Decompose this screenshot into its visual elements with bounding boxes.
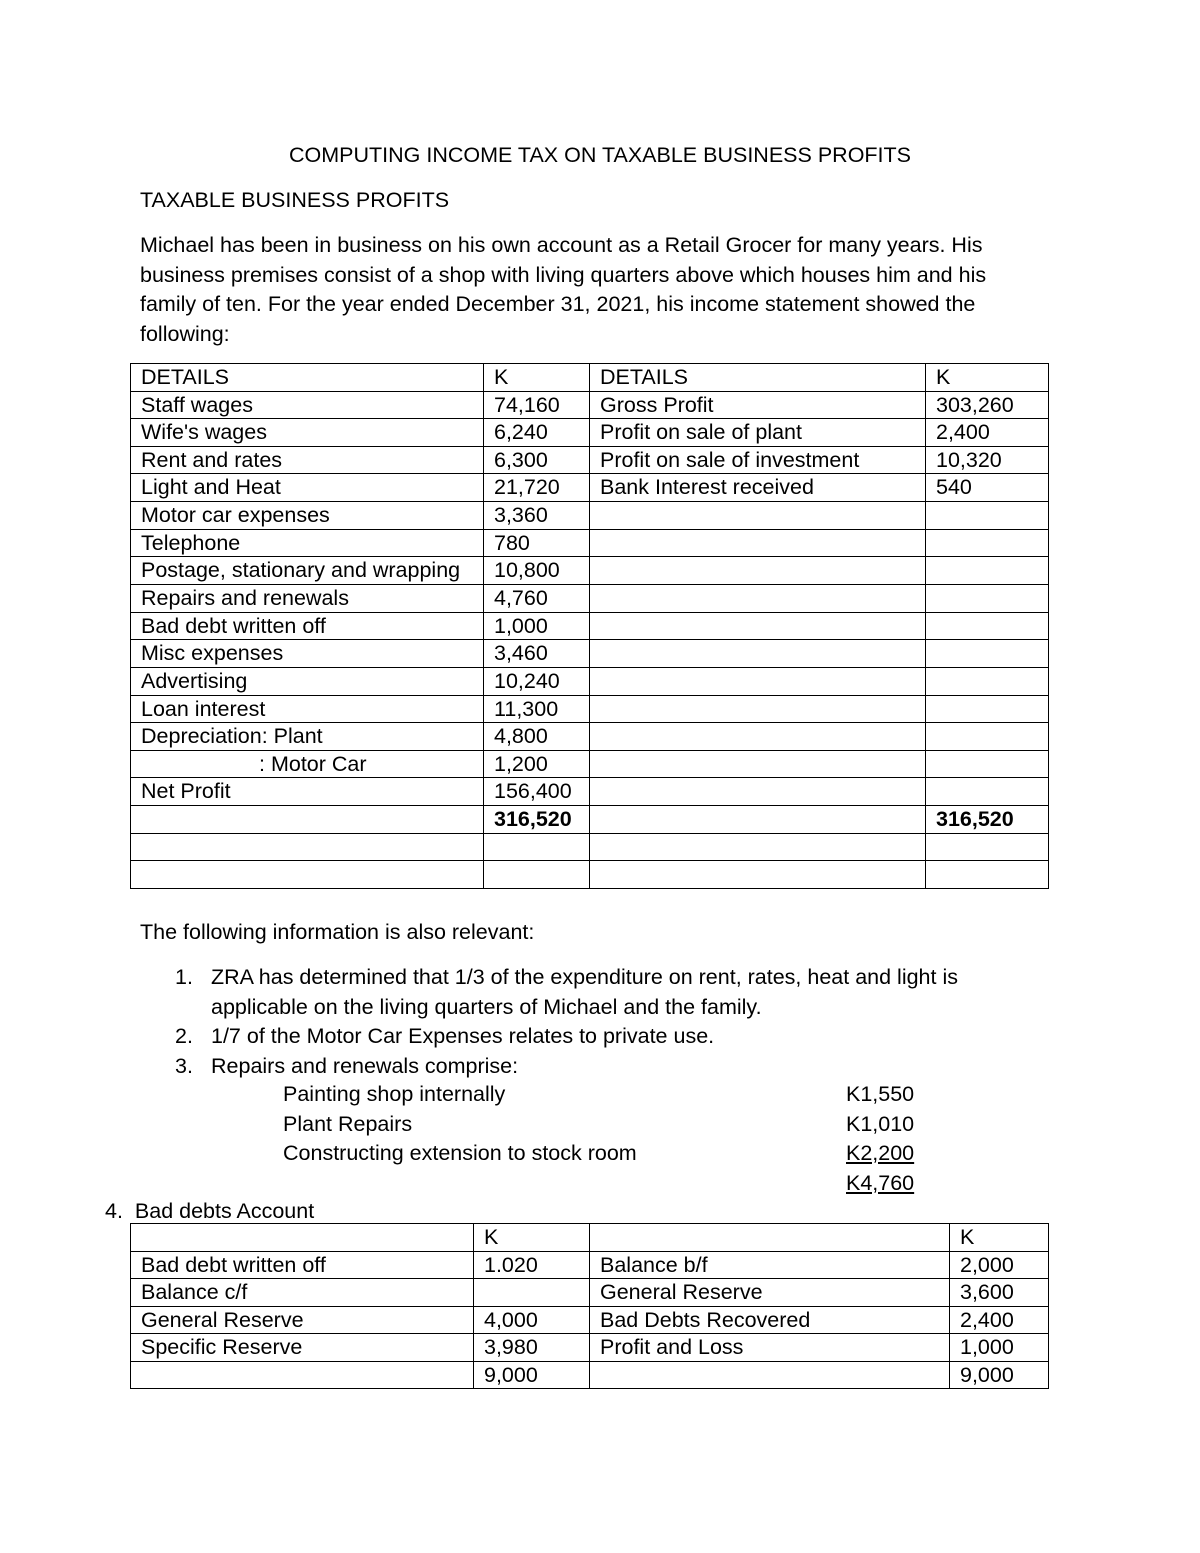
table-cell	[590, 723, 926, 751]
table-cell: Specific Reserve	[131, 1334, 474, 1362]
table-cell: 2,000	[950, 1251, 1049, 1279]
table-cell: Profit on sale of plant	[590, 419, 926, 447]
repair-amount: K1,010	[846, 1111, 915, 1136]
repair-label: Plant Repairs	[283, 1111, 413, 1136]
table-header-row	[131, 1224, 1049, 1252]
table-cell	[590, 778, 926, 806]
table-cell: Balance b/f	[590, 1251, 950, 1279]
list-item	[175, 963, 1055, 1022]
table-cell: Telephone	[131, 529, 484, 557]
table-cell: DETAILS	[590, 364, 926, 392]
table-row	[131, 391, 1049, 419]
table-cell: 21,720	[484, 474, 590, 502]
table-cell: 316,520	[484, 805, 590, 833]
table-cell	[131, 1224, 474, 1252]
table-cell: Bad debt written off	[131, 612, 484, 640]
table-cell	[926, 861, 1049, 889]
table-cell: 2,400	[950, 1306, 1049, 1334]
table-row	[131, 446, 1049, 474]
section-subtitle: TAXABLE BUSINESS PROFITS	[140, 188, 450, 212]
repair-amount: K2,200	[846, 1141, 915, 1165]
table-cell: Balance c/f	[131, 1279, 474, 1307]
table-cell: 303,260	[926, 391, 1049, 419]
list-item	[175, 1022, 1055, 1052]
table-cell: DETAILS	[131, 364, 484, 392]
list-number: 4.	[105, 1199, 123, 1223]
table-cell	[926, 833, 1049, 861]
table-cell: 11,300	[484, 695, 590, 723]
table-cell	[484, 861, 590, 889]
repairs-breakdown	[283, 1080, 915, 1198]
repair-row	[283, 1080, 915, 1110]
table-row	[131, 474, 1049, 502]
table-cell: : Motor Car	[131, 750, 484, 778]
table-cell	[590, 861, 926, 889]
table-cell	[590, 805, 926, 833]
table-cell	[926, 778, 1049, 806]
intro-paragraph: Michael has been in business on his own account as a Retail Grocer for many years. His business premises consist of a shop with living quarters above which houses him and his family of ten. For the year ended December 31, 2021, his income statement showed the following:	[140, 233, 987, 346]
table-cell: 1,200	[484, 750, 590, 778]
table-cell: 4,800	[484, 723, 590, 751]
table-cell: Repairs and renewals	[131, 585, 484, 613]
bad-debts-label: Bad debts Account	[134, 1199, 315, 1223]
table-cell	[926, 557, 1049, 585]
table-cell: Gross Profit	[590, 391, 926, 419]
table-cell: 1,000	[484, 612, 590, 640]
table-cell: 9,000	[950, 1361, 1049, 1389]
table-cell	[926, 640, 1049, 668]
table-row	[131, 1306, 1049, 1334]
table-cell: Bank Interest received	[590, 474, 926, 502]
table-cell	[926, 612, 1049, 640]
table-row	[131, 778, 1049, 806]
table-cell: Depreciation: Plant	[131, 723, 484, 751]
table-cell: K	[484, 364, 590, 392]
table-cell	[590, 833, 926, 861]
table-row	[131, 861, 1049, 889]
table-cell: Motor car expenses	[131, 501, 484, 529]
table-row	[131, 695, 1049, 723]
table-cell	[926, 723, 1049, 751]
table-cell: 9,000	[474, 1361, 590, 1389]
table-cell: 3,460	[484, 640, 590, 668]
table-cell	[590, 695, 926, 723]
table-row	[131, 585, 1049, 613]
table-cell	[926, 695, 1049, 723]
repair-total-row	[283, 1169, 915, 1199]
table-row	[131, 723, 1049, 751]
table-row	[131, 1279, 1049, 1307]
table-cell	[131, 1361, 474, 1389]
table-total-row	[131, 1361, 1049, 1389]
table-cell: 74,160	[484, 391, 590, 419]
list-number: 1.	[175, 965, 193, 989]
repair-row	[283, 1139, 915, 1169]
table-cell: Misc expenses	[131, 640, 484, 668]
list-text: ZRA has determined that 1/3 of the expenditure on rent, rates, heat and light is applicable on the living quarters of Michael and the family.	[211, 965, 958, 1019]
table-cell	[926, 667, 1049, 695]
bad-debts-table	[130, 1223, 1049, 1389]
table-cell	[590, 501, 926, 529]
income-statement-table	[130, 363, 1049, 889]
table-cell	[926, 585, 1049, 613]
table-row	[131, 640, 1049, 668]
table-row	[131, 612, 1049, 640]
table-cell	[474, 1279, 590, 1307]
repair-total: K4,760	[846, 1170, 915, 1195]
table-row	[131, 419, 1049, 447]
table-cell: 316,520	[926, 805, 1049, 833]
table-cell: K	[926, 364, 1049, 392]
table-cell: 1,000	[950, 1334, 1049, 1362]
table-cell: Profit on sale of investment	[590, 446, 926, 474]
list-number: 2.	[175, 1024, 193, 1048]
table-cell: 2,400	[926, 419, 1049, 447]
table-cell: Profit and Loss	[590, 1334, 950, 1362]
list-text: 1/7 of the Motor Car Expenses relates to private use.	[211, 1024, 715, 1048]
table-cell: 6,240	[484, 419, 590, 447]
table-cell: 3,980	[474, 1334, 590, 1362]
table-cell: 4,000	[474, 1306, 590, 1334]
table-row	[131, 557, 1049, 585]
table-cell: Wife's wages	[131, 419, 484, 447]
table-cell	[131, 861, 484, 889]
table-cell	[590, 1361, 950, 1389]
table-row	[131, 1334, 1049, 1362]
table-cell: 10,800	[484, 557, 590, 585]
table-cell	[590, 1224, 950, 1252]
table-cell: Rent and rates	[131, 446, 484, 474]
table-cell	[590, 750, 926, 778]
table-cell: Bad Debts Recovered	[590, 1306, 950, 1334]
table-cell: 780	[484, 529, 590, 557]
table-cell: Advertising	[131, 667, 484, 695]
table-cell: Bad debt written off	[131, 1251, 474, 1279]
table-cell	[590, 557, 926, 585]
table-row	[131, 833, 1049, 861]
table-cell: 3,360	[484, 501, 590, 529]
table-cell: 6,300	[484, 446, 590, 474]
table-cell: 1.020	[474, 1251, 590, 1279]
list-item	[175, 1052, 1055, 1082]
table-cell	[590, 529, 926, 557]
table-cell	[590, 612, 926, 640]
table-header-row	[131, 364, 1049, 392]
table-row	[131, 667, 1049, 695]
list-number: 3.	[175, 1053, 193, 1078]
table-cell: 10,320	[926, 446, 1049, 474]
table-row	[131, 1251, 1049, 1279]
table-cell: Light and Heat	[131, 474, 484, 502]
table-cell: 10,240	[484, 667, 590, 695]
table-cell: 156,400	[484, 778, 590, 806]
table-cell	[926, 750, 1049, 778]
table-cell: K	[950, 1224, 1049, 1252]
table-cell	[590, 667, 926, 695]
table-cell	[131, 805, 484, 833]
repair-amount: K1,550	[846, 1082, 915, 1106]
list-text: Repairs and renewals comprise:	[211, 1053, 519, 1078]
table-total-row	[131, 805, 1049, 833]
table-cell: Postage, stationary and wrapping	[131, 557, 484, 585]
table-cell: Loan interest	[131, 695, 484, 723]
table-cell: Net Profit	[131, 778, 484, 806]
table-cell: K	[474, 1224, 590, 1252]
table-cell: General Reserve	[131, 1306, 474, 1334]
table-cell	[131, 833, 484, 861]
table-cell: 540	[926, 474, 1049, 502]
relevant-info-label: The following information is also relevant:	[140, 920, 535, 944]
note-4	[105, 1199, 314, 1224]
table-cell: General Reserve	[590, 1279, 950, 1307]
table-cell: 3,600	[950, 1279, 1049, 1307]
table-cell: 4,760	[484, 585, 590, 613]
table-row	[131, 501, 1049, 529]
table-row	[131, 750, 1049, 778]
table-cell: Staff wages	[131, 391, 484, 419]
page-title: COMPUTING INCOME TAX ON TAXABLE BUSINESS PROFITS	[288, 143, 911, 167]
repair-label: Painting shop internally	[283, 1082, 506, 1106]
table-cell	[484, 833, 590, 861]
notes-list	[175, 963, 1055, 1081]
table-row	[131, 529, 1049, 557]
table-cell	[926, 501, 1049, 529]
table-cell	[926, 529, 1049, 557]
repair-row	[283, 1110, 915, 1140]
repair-label: Constructing extension to stock room	[283, 1141, 637, 1165]
table-cell	[590, 640, 926, 668]
table-cell	[590, 585, 926, 613]
